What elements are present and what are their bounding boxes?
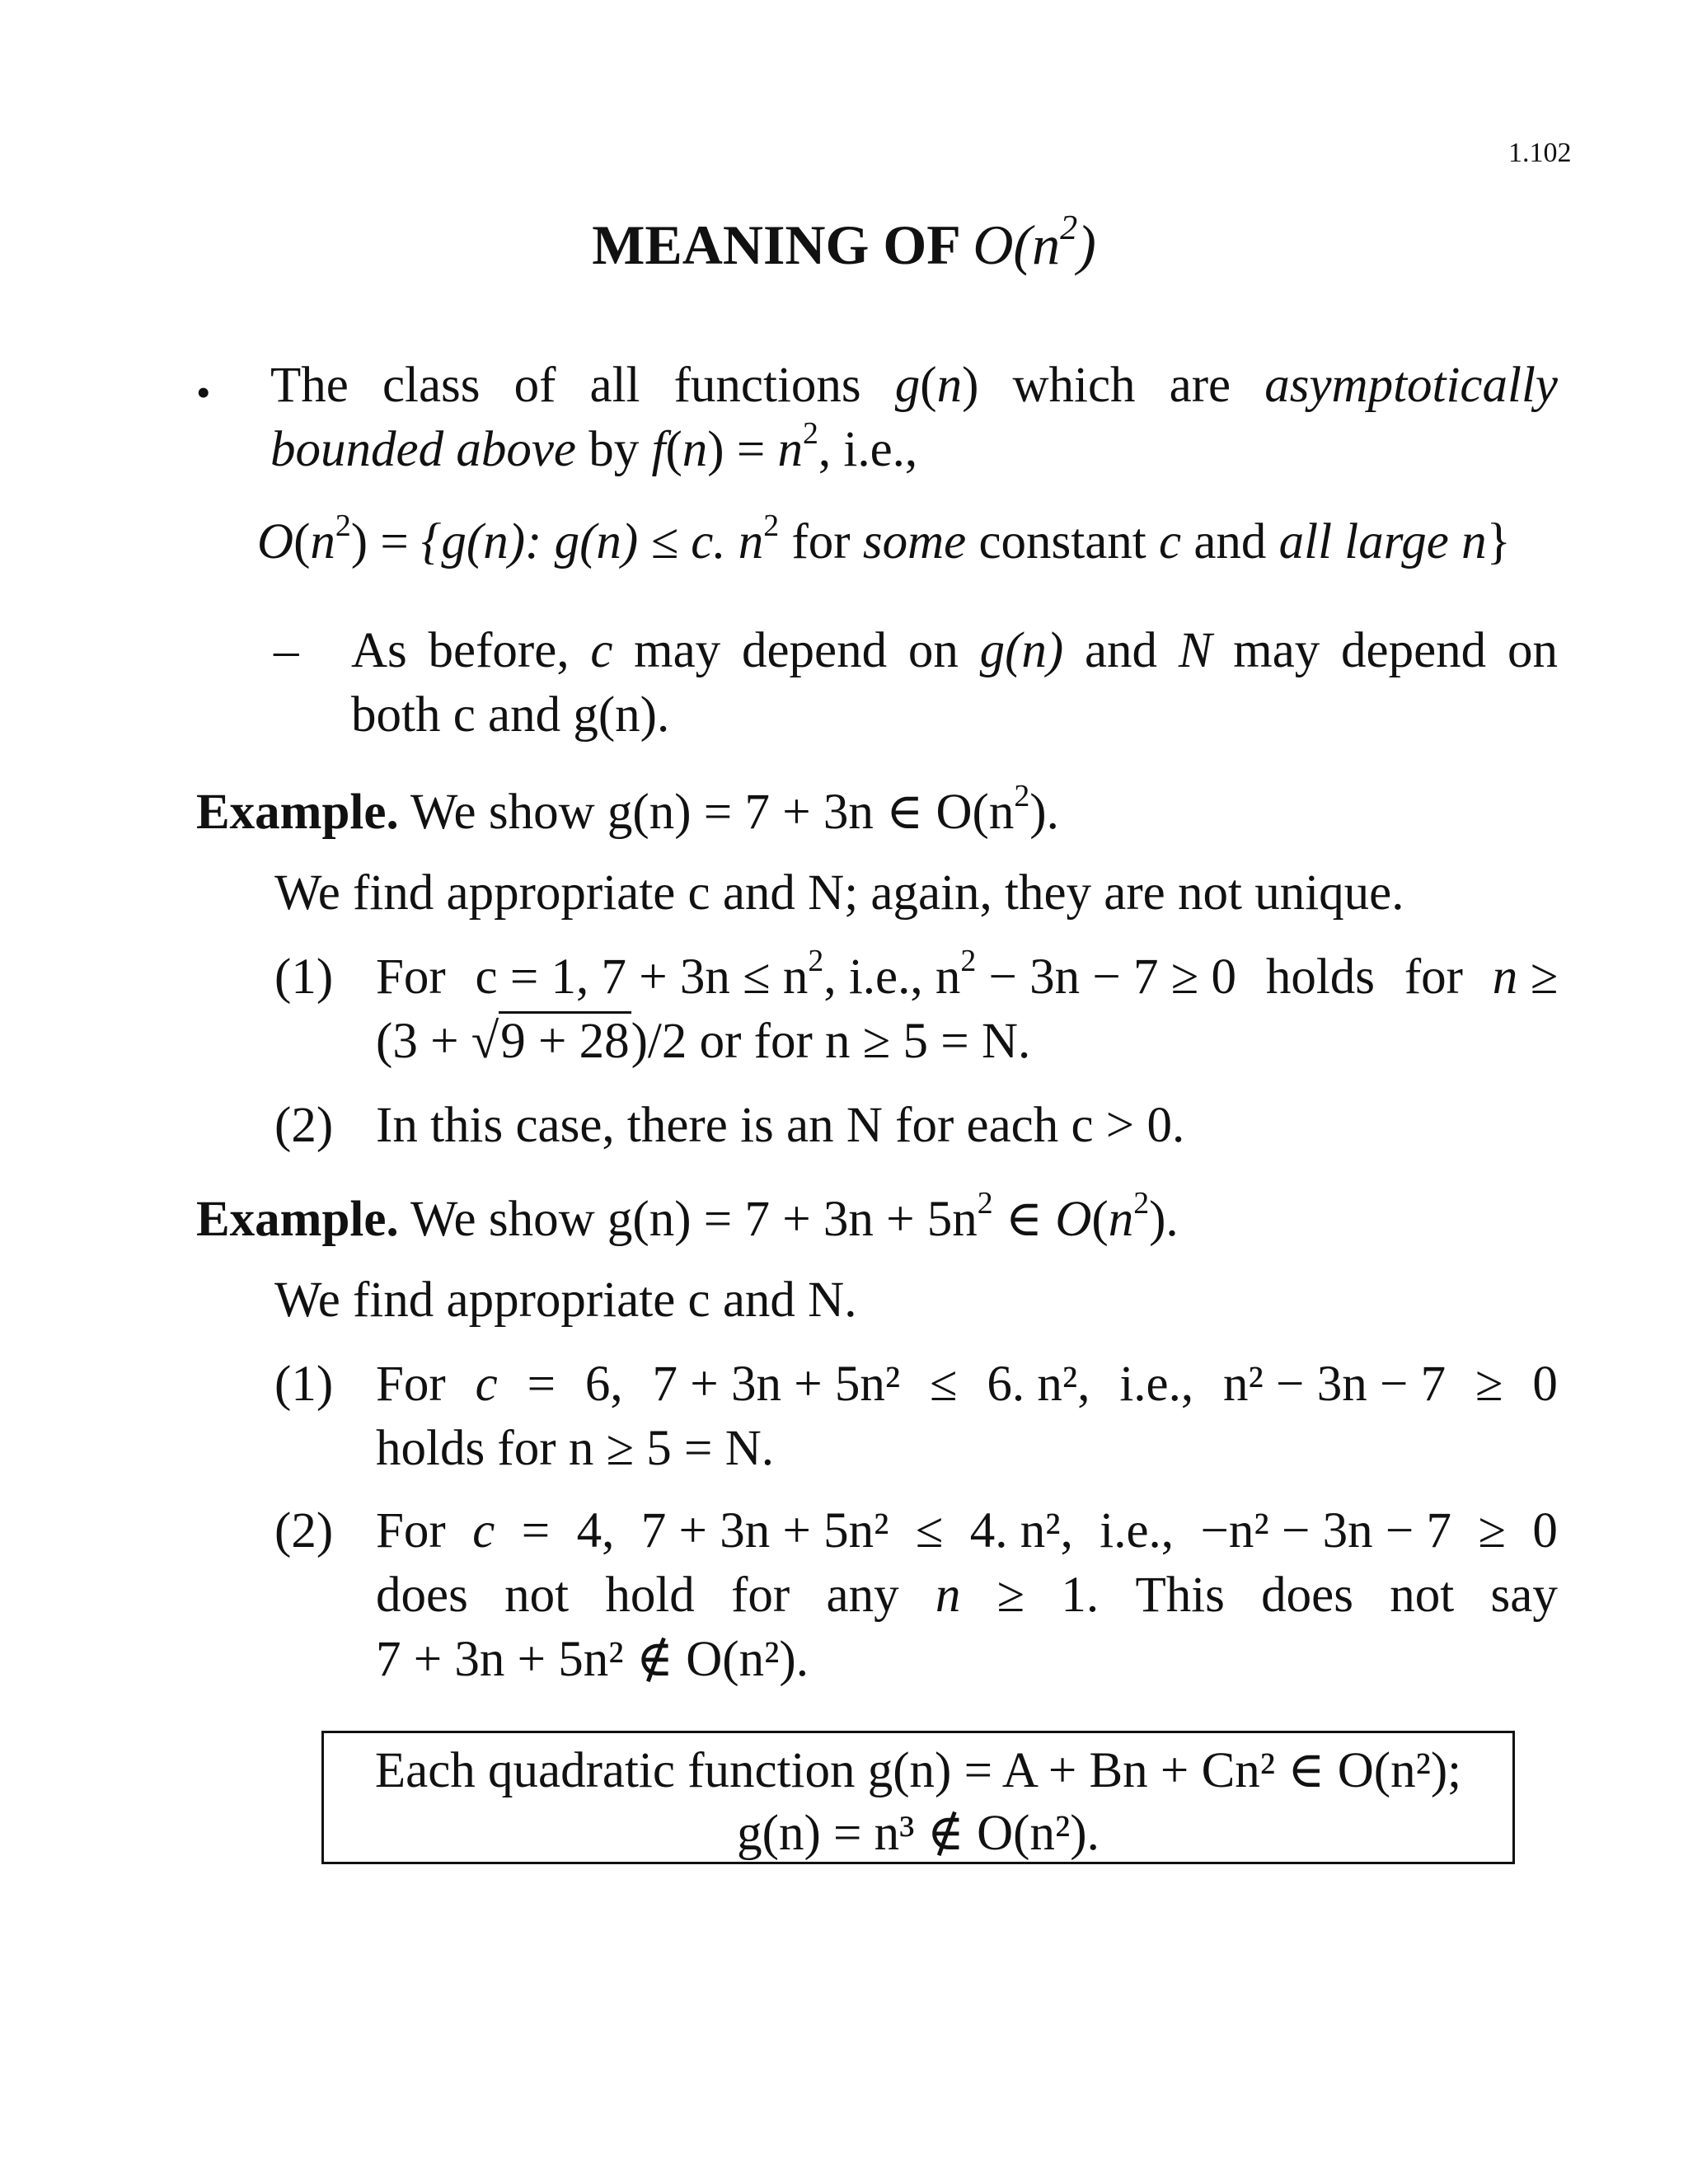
sqrt-radicand: 9 + 28 — [499, 1011, 631, 1069]
example-2-item-2-line-3: 7 + 3n + 5n² ∉ O(n²). — [376, 1632, 809, 1687]
page-title — [0, 210, 1688, 280]
example-2-intro: We find appropriate c and N. — [274, 1272, 857, 1328]
summary-line-1: Each quadratic function g(n) = A + Bn + Cn² ∈ O(n²); — [374, 1743, 1462, 1798]
example-1-item-1-number: (1) — [274, 949, 334, 1005]
example-1-item-2-number: (2) — [274, 1098, 334, 1153]
dash-mark: – — [274, 623, 299, 678]
example-1-item-1-line-1: For c = 1, $7 + 3n \le n^2$, i.e., $n^2 - 3n - 7 \ge 0$ holds for n ≥ — [376, 943, 1558, 1005]
example-2-item-2-line-2: does not hold for any n ≥ 1. This does not say — [376, 1568, 1558, 1623]
example-1-item-1-line-2: (3 + √9 + 28)/2 or for n ≥ 5 = N. — [376, 1010, 1030, 1073]
page-number: 1.102 — [1508, 138, 1572, 168]
bullet-line-1: The class of all functions g(n) which are asymptotically — [270, 358, 1558, 413]
example-2-item-1-line-2: holds for n ≥ 5 = N. — [376, 1421, 774, 1476]
dash-line-2: both c and g(n). — [351, 687, 670, 743]
bullet-point: • — [196, 369, 211, 415]
example-2-heading: Example. We show $g(n) = 7 + 3n + 5n^2$ ∈ $O(n^2)$. — [196, 1185, 1179, 1247]
definition-formula: $O(n^2) = \{g(n)$: g(n) ≤ c. $n^2$ for some constant c and all large n} — [257, 508, 1511, 569]
summary-box — [321, 1731, 1515, 1864]
title-math: $O(n^2)$ — [973, 208, 1096, 276]
example-2-item-1-number: (1) — [274, 1357, 334, 1412]
example-1-intro: We find appropriate c and N; again, they are not unique. — [274, 865, 1404, 921]
example-1-item-2: In this case, there is an N for each c > 0. — [376, 1098, 1185, 1153]
dash-line-1: As before, c may depend on g(n) and N may depend on — [351, 623, 1558, 678]
example-label: Example. — [196, 1192, 399, 1247]
example-2-item-2-line-1: For c = 4, 7 + 3n + 5n² ≤ 4. n², i.e., −n² − 3n − 7 ≥ 0 — [376, 1503, 1558, 1558]
example-label: Example. — [196, 785, 399, 840]
bullet-line-2: bounded above by $f(n) = n^2$, i.e., — [270, 415, 918, 477]
example-statement: We show g(n) = 7 + 3n + 5n — [410, 1192, 978, 1247]
example-statement: We show g(n) = 7 + 3n ∈ O(n — [410, 785, 1015, 840]
example-2-item-1-line-1: For c = 6, 7 + 3n + 5n² ≤ 6. n², i.e., n² − 3n − 7 ≥ 0 — [376, 1357, 1558, 1412]
example-2-item-2-number: (2) — [274, 1503, 334, 1558]
example-1-heading: Example. We show g(n) = 7 + 3n ∈ $O(n^2)$. — [196, 778, 1059, 840]
title-text: MEANING OF — [592, 213, 959, 276]
summary-line-2: g(n) = n³ ∉ O(n²). — [737, 1805, 1100, 1861]
